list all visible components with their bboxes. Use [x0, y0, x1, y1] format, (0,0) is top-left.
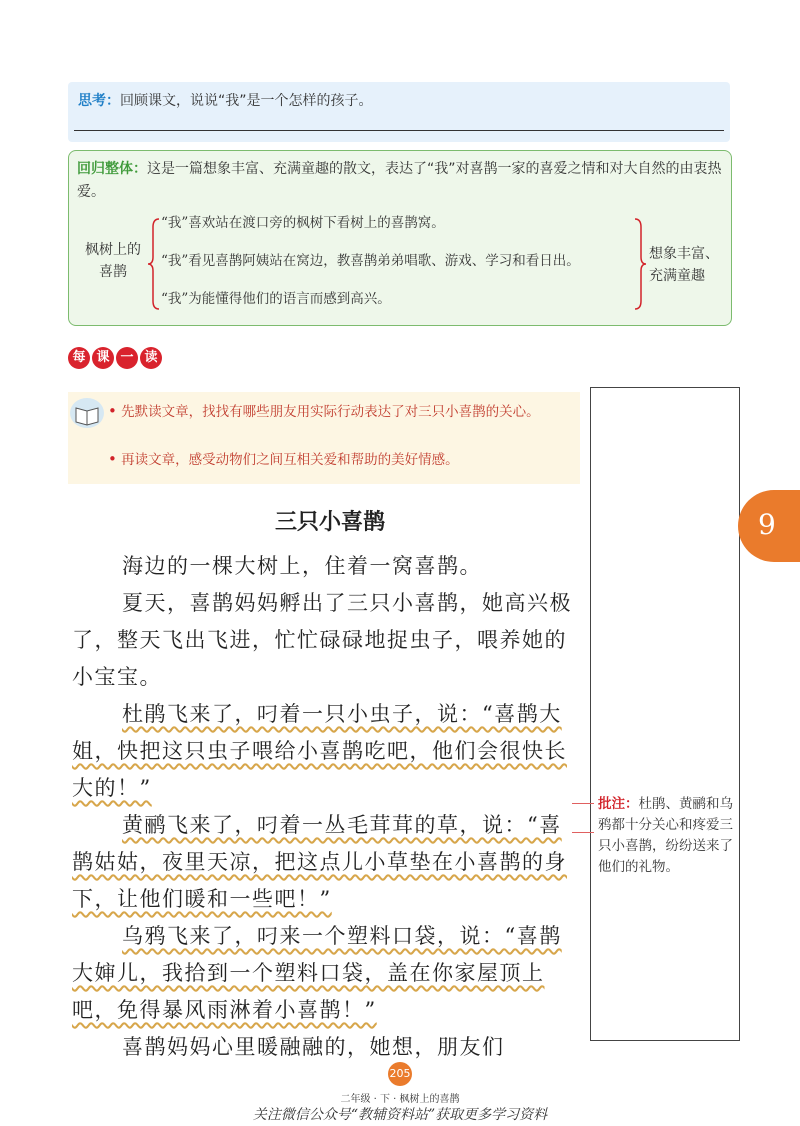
- think-label: 思考：: [78, 93, 120, 109]
- summary-item: “我”看见喜鹊阿姨站在窝边，教喜鹊弟弟唱歌、游戏、学习和看日出。: [161, 253, 580, 269]
- article-paragraph: 夏天，喜鹊妈妈孵出了三只小喜鹊，她高兴极了，整天飞出飞进，忙忙碌碌地捉虫子，喂养她的小宝宝。: [72, 591, 572, 689]
- article-paragraph: 喜鹊妈妈心里暖融融的，她想，朋友们: [122, 1035, 505, 1059]
- summary-item: “我”喜欢站在渡口旁的枫树下看树上的喜鹊窝。: [161, 215, 445, 231]
- annotation-note: [592, 794, 735, 912]
- left-brace: [147, 217, 161, 311]
- badge-char: 一: [116, 347, 138, 369]
- article-paragraph: 黄鹂飞来了，叼着一丛毛茸茸的草，说：“喜鹊姑姑，夜里天凉，把这点儿小草垫在小喜鹊的身下，让他们暖和一些吧！”: [72, 813, 567, 911]
- footer-info: 二年级 · 下 · 枫树上的喜鹊: [340, 1094, 460, 1105]
- summary-left-label: 枫树上的喜鹊: [85, 242, 141, 280]
- unit-tab: [738, 490, 800, 562]
- article-paragraph: 海边的一棵大树上，住着一窝喜鹊。: [122, 554, 482, 578]
- right-brace: [633, 217, 647, 311]
- summary-item: “我”为能懂得他们的语言而感到高兴。: [161, 291, 391, 307]
- summary-right-label: 想象丰富、充满童趣: [649, 246, 719, 284]
- summary-label: 回归整体：: [77, 161, 147, 177]
- annotation-label: 批注：: [598, 796, 639, 812]
- summary-paragraph: [77, 158, 725, 204]
- page-number: 205: [388, 1062, 412, 1086]
- tip-item: • 再读文章，感受动物们之间互相关爱和帮助的美好情感。: [108, 450, 459, 468]
- think-question: 回顾课文，说说“我”是一个怎样的孩子。: [120, 93, 373, 109]
- unit-number: 9: [758, 508, 776, 541]
- answer-line: [74, 130, 724, 131]
- badge-char: 课: [92, 347, 114, 369]
- tip-text: 先默读文章，找找有哪些朋友用实际行动表达了对三只小喜鹊的关心。: [121, 404, 540, 420]
- badge-char: 读: [140, 347, 162, 369]
- annotation-column: [590, 387, 740, 1041]
- think-box: [68, 82, 730, 142]
- summary-text: 这是一篇想象丰富、充满童趣的散文，表达了“我”对喜鹊一家的喜爱之情和对大自然的由衷热爱。: [77, 161, 722, 200]
- badge-char: 每: [68, 347, 90, 369]
- article-title: 三只小喜鹊: [274, 510, 385, 535]
- section-badge: [68, 346, 164, 370]
- reading-tip-box: [68, 392, 580, 484]
- article-paragraph: 杜鹃飞来了，叼着一只小虫子，说：“喜鹊大姐，快把这只虫子喂给小喜鹊吃吧，他们会很快长大的！”: [72, 702, 567, 800]
- footer-note: 关注微信公众号“教辅资料站”获取更多学习资料: [252, 1107, 548, 1123]
- tip-item: • 先默读文章，找找有哪些朋友用实际行动表达了对三只小喜鹊的关心。: [108, 402, 540, 420]
- tip-text: 再读文章，感受动物们之间互相关爱和帮助的美好情感。: [121, 452, 459, 468]
- article-paragraph: 乌鸦飞来了，叼来一个塑料口袋，说：“喜鹊大婶儿，我拾到一个塑料口袋，盖在你家屋顶上吧，免得暴风雨淋着小喜鹊！”: [72, 924, 562, 1022]
- summary-box: [68, 150, 732, 326]
- annotation-text: 杜鹃、黄鹂和乌鸦都十分关心和疼爱三只小喜鹊，纷纷送来了他们的礼物。: [598, 796, 733, 875]
- book-icon: [70, 398, 104, 428]
